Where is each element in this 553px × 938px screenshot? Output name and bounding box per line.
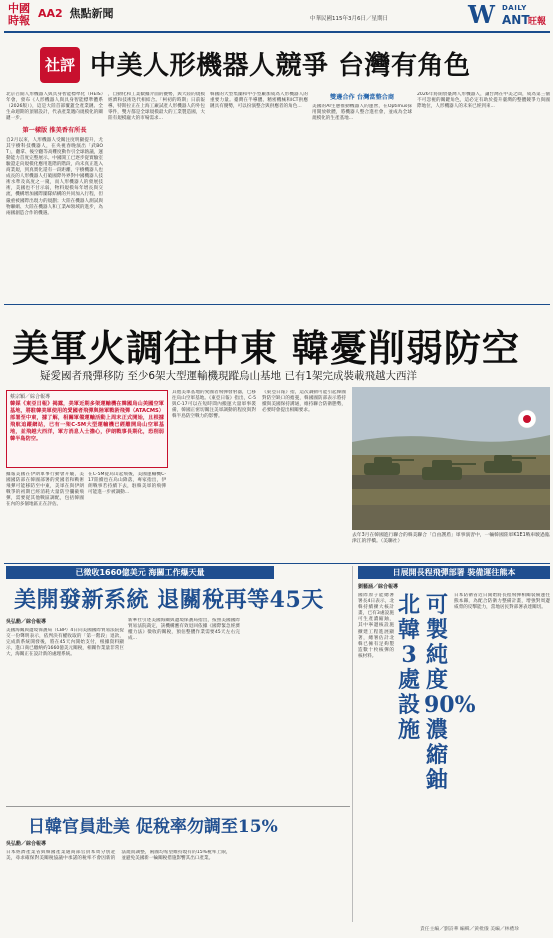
main-headline: 美軍火調往中東 韓憂削弱防空 — [12, 326, 520, 370]
bottom-right-column-1: 國際原子能總署署長4日表示，北韓持續擴大核計畫，已有3處設施可生產濃縮鈾，其中寧邊核設施擴建工程進展顯著，總署估計北韓已擁有足夠製造數十枚核彈的核材料。 — [358, 593, 394, 659]
logo-chinese: 旺報 — [528, 17, 547, 27]
logo-w: W — [468, 0, 495, 29]
bottom-left2-byline: 吳弘勳／綜合報導 — [6, 841, 47, 847]
bottom-left2-text: 日本經濟產業省與韓國產業通商部官員本周分別赴美，尋求確保對美關稅協議中承諾的稅率不會因新的法規而調整，兩國均希望維持現有的15%稅率上限，並避免美國新一輪關稅措施影響其出口產業。 — [6, 850, 231, 862]
bottom-left-rule — [6, 806, 350, 807]
editorial-bottom-rule — [4, 304, 550, 305]
bottom-left-column-2: 新華社引述美國海關與邊境保護局指出，按照美國國際貿易法院裁定，該機構應有效退回依據《國際緊急經濟權力法》徵收的關稅，預估整體作業需要45天左右完成... — [128, 618, 240, 642]
main-subheadline: 疑愛國者飛彈移防 至少6架大型運輸機現蹤烏山基地 已有1架完成裝載飛越大西洋 — [40, 370, 418, 382]
bottom-left2-headline: 日韓官員赴美 促稅率勿調至15% — [28, 817, 278, 837]
section-name: 焦點新聞 — [69, 7, 114, 20]
want-daily-logo — [468, 2, 550, 30]
logo-daily: DAILY — [502, 4, 527, 12]
bottom-right-band: 日展開長程飛彈部署 裝備運往熊本 — [358, 566, 550, 579]
header-rule — [4, 31, 550, 33]
bottom-divider — [352, 566, 353, 922]
bottom-left-column-3 — [244, 618, 352, 806]
main-byline: 蔡宗穎／綜合報導 — [10, 394, 51, 400]
editorial-badge: 社評 — [40, 47, 80, 83]
logo-ant: ANT — [502, 13, 530, 27]
main-column-1: 據報美國在伊朗軍事行動會升級，美國國防部在韓國部署的愛國者和戰術飛彈可能移防至中東，美軍在與伊朗戰爭的初期已經消耗大量防空攔截飛彈，需要從其他戰區調配，包括韓國在內的多個地區正在評估。 — [6, 472, 84, 508]
newspaper-logo-left: 中國 時報 — [8, 2, 30, 27]
editorial-column-3 — [210, 92, 308, 297]
bottom-left-byline: 吳弘勳／綜合報導 — [6, 619, 47, 625]
issue-date: 中華民國115年3月6日／星期日 — [310, 16, 388, 22]
intro-box — [6, 390, 168, 468]
bottom-left-headline: 美開發新系統 退關稅再等45天 — [14, 587, 324, 613]
bottom-right-vertical-title-1: 北韓3處設施 — [397, 592, 420, 743]
bottom-left-band: 已徵收1660億美元 海關工作爆天量 — [6, 566, 274, 579]
bottom-right-byline: 劉藝涵／綜合報導 — [358, 584, 399, 590]
photo-caption: 去年3月在韓國進行聯合的韓美聯合「自由護盾」軍事演習中，一輛韓國陸軍K1E1戰車駛過臨津江的浮橋。（美聯社） — [352, 533, 550, 545]
intro-text: 韓媒《東亞日報》揭露，美軍近期多架運輸機在韓國烏山美國空軍基地，將駐韓美軍使用的愛國者飛彈與陸軍戰術飛彈（ATACMS）部署至中東，據了解，相關軍備運輸活動上周末正式開始，且根據飛航追蹤網站，已有一架C-5M大型運輸機已經離開烏山空軍基地，並飛越大西洋，軍方消息人士擔心，伊朗戰事長期化，恐削弱韓半島防空。 — [10, 401, 164, 442]
editorial-column-2: ，自動化和工業數據介面的優勢，與大陸的規模經濟和技術迭代相結合。「柯初的時期」日前報導，特斯拉正在上海工廠試產人形機器人的外包零件，雙方都是全球規模最大的工業製造國，大陸有規模龐大的市場需求... — [108, 92, 205, 122]
editorial-title: 中美人形機器人競爭 台灣有角色 — [90, 51, 471, 81]
main-column-4: 《東亞日報》指，這次調動可能引起韓國對防空缺口的擔憂，韓國國防部表示將持續與美國保持溝通，維持聯合防衛態勢，必要時會提出相關要求。 — [262, 390, 346, 414]
editorial-column-1 — [6, 92, 103, 297]
editorial-col1b-text: 自2月以來，人形機器人受關注度明顯提升，尤其宇樹科技機器人，在央視春晚演出「武BOT」，翻拿、後空翻等高難度動作引全球熱議，運動能力首度完整展示。中國開工已逐步從實驗室驗證走向規模化應用進階的階段，尚未真正進入商業規，到真實化還有一段距離，宇樹機器人也成長的人形機器人打破國際外界對中國機器人技術水準及高度之一窺，而人形機器人的發展技術，美國也不甘示弱，物料規模每年增長與交流，機構增加國際團隊結構的共同加入行程，但嚴重被國際出現力的規劃；大陸在機器人測試與物聯網、大陸在機器人和工業AI領域的進步，為兩國創造合作的機遇。 — [6, 137, 103, 216]
bottom-right-vertical-title-2: 可製純度90%濃縮鈾 — [424, 592, 476, 793]
main-bottom-rule — [4, 563, 550, 564]
editorial-col1-text: 北京召開人形機器人與具身智能標準化（HEIS）年會，發布《人形機器人與具身智能標準體系（2026版）》，這是大陸首部覆蓋全產業鏈、全生命週期的頂層設計，代表產業邁向規模化的關鍵一步。 — [6, 92, 103, 122]
main-column-3: 其他美軍基地的愛國者飛彈發射器，已移往烏山空軍基地。《東亞日報》指出，C-5與C-17可以在短時間內搬運大量軍事裝備，韓國正密切關注美軍調動的程度與對韓半島防空戰力的影響。 — [172, 390, 256, 420]
news-photo-tanks — [352, 387, 550, 530]
editorial-column-4: 美國的AI生態推動機器人的運營，在Optimus採用開放軟體，將機器人整合進社會，並成為全球規模化的生產基地... — [312, 104, 412, 122]
editor-credits: 責任主編／劉詩華 編輯／黃枇儀 美編／林禮珍 — [420, 927, 519, 932]
bottom-right-column-2: 日本防衛省近日開始將長程飛彈相關裝備運往熊本縣，為配合防衛力整備計畫，增強對周邊威脅的反擊能力，當地居民對部署表達關切。 — [454, 593, 550, 611]
editorial-subhead-1: 第一樣版 推美香有所長 — [22, 127, 87, 135]
editorial-col3-text: 韓國的大型集團和中小型廠加成為人形機器人的重要力量。臺灣在半導體、精密機械和ICT供應鏈具有優勢，可以扮演整合與供應者的角色... — [210, 92, 308, 110]
bottom-left-column-1: 美國海關與邊境保護局（CBP）4日向美國國際貿易法院提交一份聲明表示，依判決有權收取的「第一階段」退款，完成新系統開發後，將在45天內開始支付，根據資料顯示，進口商已繳納約1660億美元關稅，相關作業量非常巨大，海關正在設計新的處理系統。 — [6, 628, 124, 658]
page-number: AA2 — [38, 7, 63, 20]
main-column-2: 在C-5M從烏山起飛後，美國運輸機C-17陸續也在烏山降落，專家指出，伊朗戰事若持續下去，駐韓美軍的飛彈可能進一步被調動... — [88, 472, 166, 496]
tank-photo-illustration — [352, 387, 550, 530]
editorial-column-5: 2026年將開放臺灣人形機器人，讓台灣在中美之間，成為第三個不可忽視的關鍵角色，這必定有助於提升臺灣的整體競爭力與國際地位，人形機器人的未來已經到來... — [417, 92, 550, 110]
page-header — [38, 5, 114, 21]
editorial-subhead-2: 雙邊合作 台灣當整合商 — [329, 94, 395, 101]
